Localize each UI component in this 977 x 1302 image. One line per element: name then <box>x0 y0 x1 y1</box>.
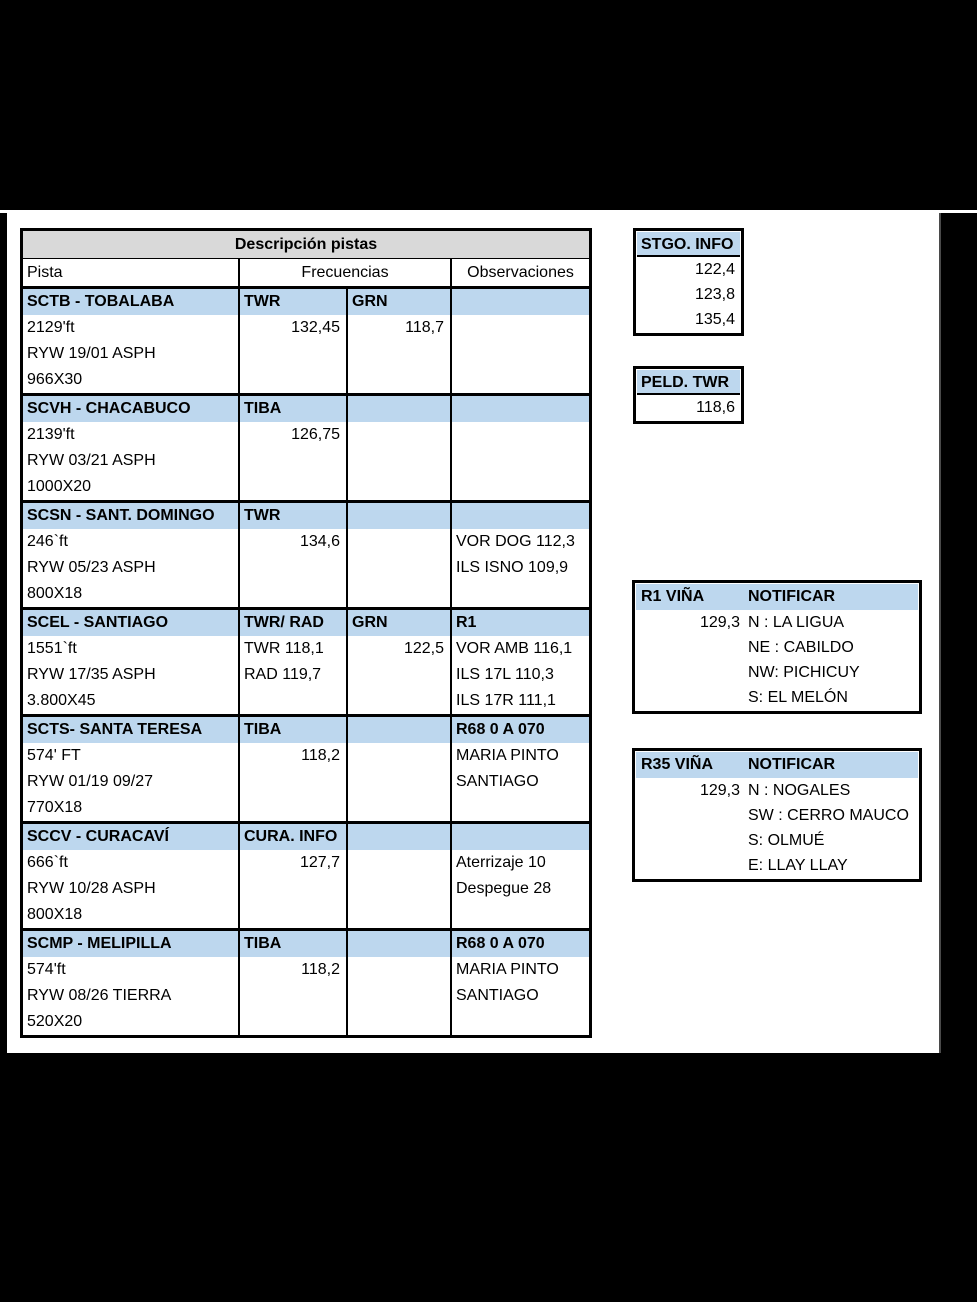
notify-point: S: EL MELÓN <box>748 689 848 706</box>
block-cell <box>346 1009 450 1035</box>
block-cell: 574'ft <box>27 961 66 978</box>
notify-row <box>636 610 918 635</box>
block-cell <box>346 367 450 393</box>
block-cell <box>346 474 450 500</box>
block-cell <box>238 448 346 474</box>
notify-frequency: 129,3 <box>699 782 740 799</box>
block-cell: ILS ISNO 109,9 <box>450 555 589 581</box>
block-header-cell: SCSN - SANT. DOMINGO <box>23 503 238 529</box>
block-header-cell: SCMP - MELIPILLA <box>23 931 238 957</box>
col-header-observaciones: Observaciones <box>450 259 589 286</box>
block-cell <box>450 315 589 341</box>
notify-box-header <box>636 584 918 610</box>
notify-box-title: R1 VIÑA <box>641 588 705 605</box>
block-cell <box>238 1009 346 1035</box>
block-header-cell: TWR/ RAD <box>238 610 346 636</box>
peld-twr-box <box>633 366 744 424</box>
block-cell <box>450 1009 589 1035</box>
block-cell <box>450 474 589 500</box>
block-cell: RYW 05/23 ASPH <box>27 559 156 576</box>
notify-row <box>636 828 918 853</box>
block-header-cell <box>346 931 450 957</box>
block-cell: 118,2 <box>238 957 346 983</box>
block-cell: VOR DOG 112,3 <box>450 529 589 555</box>
notify-row <box>636 635 918 660</box>
block-header-cell: SCTB - TOBALABA <box>23 289 238 315</box>
runway-block <box>23 500 589 607</box>
info-box-title: PELD. TWR <box>637 370 740 395</box>
table-column-headers <box>23 259 589 286</box>
block-header-cell: R1 <box>450 610 589 636</box>
frequency-value: 135,4 <box>694 311 735 328</box>
notify-frequency <box>636 803 748 828</box>
block-cell <box>238 983 346 1009</box>
block-cell <box>238 341 346 367</box>
block-cell <box>238 688 346 714</box>
block-cell: RYW 10/28 ASPH <box>27 880 156 897</box>
info-box-title: STGO. INFO <box>637 232 740 257</box>
table-title: Descripción pistas <box>23 231 589 259</box>
block-cell: 122,5 <box>346 636 450 662</box>
notify-point: SW : CERRO MAUCO <box>748 807 909 824</box>
block-cell: 800X18 <box>27 585 83 602</box>
block-cell: MARIA PINTO <box>450 743 589 769</box>
block-cell <box>238 555 346 581</box>
block-cell: 134,6 <box>238 529 346 555</box>
block-cell: 1551`ft <box>27 640 77 657</box>
block-cell: RYW 08/26 TIERRA <box>27 987 172 1004</box>
block-header-cell: SCVH - CHACABUCO <box>23 396 238 422</box>
block-cell: 574' FT <box>27 747 81 764</box>
notify-point: S: OLMUÉ <box>748 832 825 849</box>
block-cell: 800X18 <box>27 906 83 923</box>
block-cell: RYW 01/19 09/27 <box>27 773 154 790</box>
block-cell <box>346 688 450 714</box>
block-header-cell: SCEL - SANTIAGO <box>23 610 238 636</box>
document-page <box>5 213 941 1053</box>
notify-point: E: LLAY LLAY <box>748 857 848 874</box>
block-cell <box>450 341 589 367</box>
r35-vina-notify-box <box>632 748 922 882</box>
block-header-cell: TWR <box>238 503 346 529</box>
block-header-cell <box>346 824 450 850</box>
block-cell <box>346 743 450 769</box>
block-cell <box>346 662 450 688</box>
block-header-cell <box>346 717 450 743</box>
block-cell: 132,45 <box>238 315 346 341</box>
block-header-cell: CURA. INFO <box>238 824 346 850</box>
block-cell: RYW 19/01 ASPH <box>27 345 156 362</box>
runway-block <box>23 607 589 714</box>
block-header-cell: GRN <box>346 610 450 636</box>
block-cell <box>450 795 589 821</box>
block-cell: ILS 17R 111,1 <box>450 688 589 714</box>
r1-vina-notify-box <box>632 580 922 714</box>
block-cell: 126,75 <box>238 422 346 448</box>
block-cell: RAD 119,7 <box>238 662 346 688</box>
runway-block <box>23 393 589 500</box>
notify-box-header <box>636 752 918 778</box>
block-header-cell <box>450 396 589 422</box>
notify-frequency: 129,3 <box>699 614 740 631</box>
block-cell: RYW 03/21 ASPH <box>27 452 156 469</box>
block-cell: MARIA PINTO <box>450 957 589 983</box>
block-cell <box>346 448 450 474</box>
block-header-cell: R68 0 A 070 <box>450 931 589 957</box>
block-header-cell: GRN <box>346 289 450 315</box>
block-cell: VOR AMB 116,1 <box>450 636 589 662</box>
block-cell <box>238 876 346 902</box>
notify-point: N : NOGALES <box>748 782 851 799</box>
block-cell <box>346 850 450 876</box>
block-cell <box>346 555 450 581</box>
runway-block <box>23 286 589 393</box>
notify-box-subtitle: NOTIFICAR <box>748 588 836 605</box>
block-header-cell: SCCV - CURACAVÍ <box>23 824 238 850</box>
block-cell <box>346 422 450 448</box>
block-cell <box>346 769 450 795</box>
runway-description-table <box>20 228 592 1038</box>
block-cell <box>238 902 346 928</box>
block-cell: 966X30 <box>27 371 83 388</box>
col-header-frecuencias: Frecuencias <box>238 259 450 286</box>
block-cell <box>238 769 346 795</box>
frequency-value: 118,6 <box>696 399 735 416</box>
block-cell: 118,2 <box>238 743 346 769</box>
block-cell: TWR 118,1 <box>238 636 346 662</box>
notify-row <box>636 778 918 803</box>
block-cell: 520X20 <box>27 1013 83 1030</box>
block-cell <box>346 795 450 821</box>
block-header-cell <box>450 289 589 315</box>
col-header-pista: Pista <box>27 264 63 281</box>
block-cell <box>346 957 450 983</box>
notify-row <box>636 803 918 828</box>
runway-block <box>23 928 589 1035</box>
block-header-cell: TIBA <box>238 931 346 957</box>
block-cell <box>346 983 450 1009</box>
block-cell: 2129'ft <box>27 319 75 336</box>
block-header-cell <box>346 503 450 529</box>
notify-box-title: R35 VIÑA <box>641 756 714 773</box>
block-cell: SANTIAGO <box>450 983 589 1009</box>
block-cell: ILS 17L 110,3 <box>450 662 589 688</box>
block-cell <box>238 474 346 500</box>
stgo-info-box <box>633 228 744 336</box>
block-cell <box>450 581 589 607</box>
block-cell: Aterrizaje 10 <box>450 850 589 876</box>
block-cell <box>450 902 589 928</box>
block-cell: Despegue 28 <box>450 876 589 902</box>
block-cell: 666`ft <box>27 854 68 871</box>
runway-blocks <box>23 286 589 1035</box>
block-cell: 118,7 <box>346 315 450 341</box>
frequency-value: 122,4 <box>694 261 735 278</box>
block-cell <box>238 581 346 607</box>
block-header-cell: TIBA <box>238 717 346 743</box>
block-cell <box>450 422 589 448</box>
block-cell: 3.800X45 <box>27 692 96 709</box>
block-cell <box>346 341 450 367</box>
runway-block <box>23 714 589 821</box>
frequency-value: 123,8 <box>694 286 735 303</box>
block-cell: 246`ft <box>27 533 68 550</box>
block-cell <box>346 876 450 902</box>
block-cell: 770X18 <box>27 799 83 816</box>
notify-row <box>636 685 918 710</box>
block-cell <box>346 902 450 928</box>
notify-point: NE : CABILDO <box>748 639 854 656</box>
block-cell <box>238 795 346 821</box>
notify-row <box>636 660 918 685</box>
notify-row <box>636 853 918 878</box>
block-cell <box>450 448 589 474</box>
notify-box-subtitle: NOTIFICAR <box>748 756 836 773</box>
runway-block <box>23 821 589 928</box>
block-cell: 127,7 <box>238 850 346 876</box>
block-header-cell <box>450 824 589 850</box>
notify-point: N : LA LIGUA <box>748 614 845 631</box>
block-cell: 2139'ft <box>27 426 75 443</box>
block-header-cell: TWR <box>238 289 346 315</box>
notify-frequency <box>636 828 748 853</box>
block-cell <box>346 529 450 555</box>
block-cell: SANTIAGO <box>450 769 589 795</box>
block-cell <box>346 581 450 607</box>
block-header-cell: SCTS- SANTA TERESA <box>23 717 238 743</box>
block-header-cell <box>346 396 450 422</box>
block-header-cell <box>450 503 589 529</box>
block-header-cell: TIBA <box>238 396 346 422</box>
notify-point: NW: PICHICUY <box>748 664 860 681</box>
block-cell <box>238 367 346 393</box>
block-cell <box>450 367 589 393</box>
block-cell: RYW 17/35 ASPH <box>27 666 156 683</box>
notify-frequency <box>636 685 748 710</box>
notify-frequency <box>636 660 748 685</box>
notify-frequency <box>636 635 748 660</box>
block-cell: 1000X20 <box>27 478 92 495</box>
notify-frequency <box>636 853 748 878</box>
block-header-cell: R68 0 A 070 <box>450 717 589 743</box>
